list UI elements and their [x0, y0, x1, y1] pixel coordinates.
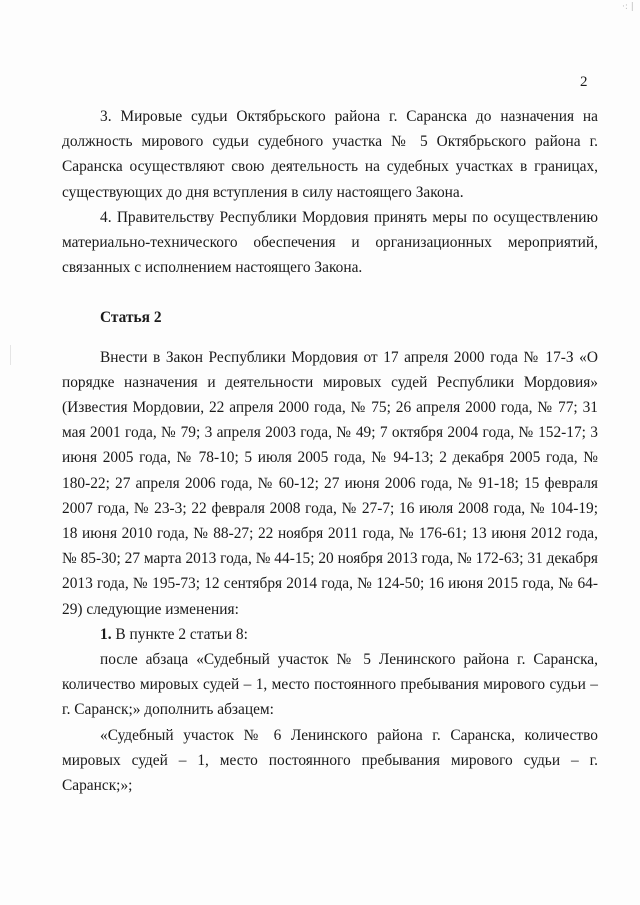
amendment-paragraph: после абзаца «Судебный участок № 5 Ленинского района г. Саранска, количество мировых судей – 1, место постоянного пребывания мирового судьи – г. Саранск;» дополнить абзацем: — [62, 651, 598, 719]
paragraph-item-4: 4. Правительству Республики Мордовия принять меры по осуществлению материально-технического обеспечения и организационных мероприятий, связанных с исполнением настоящего Закона. — [62, 208, 598, 277]
page-number: 2 — [580, 74, 588, 90]
list-item-1-text: В пункте 2 статьи 8: — [111, 625, 248, 643]
list-item-1-number: 1. — [100, 625, 112, 643]
scan-artifact: ·: | — [622, 2, 634, 12]
article-heading: Статья 2 — [100, 309, 162, 327]
paragraph-item-3: 3. Мировые судьи Октябрьского района г. Саранска до назначения на должность мирового судьи судебного участка № 5 Октябрьского района г. Саранска осуществляют свою деятельность на судебных участках в границах, существующих до дня вступления в силу настоящего Закона. — [62, 108, 598, 201]
margin-mark — [10, 345, 11, 365]
document-body — [62, 104, 598, 798]
amendment-quote: «Судебный участок № 6 Ленинского района г. Саранска, количество мировых судей – 1, место постоянного пребывания мирового судьи – г. Саранск;»; — [62, 726, 598, 795]
article-intro: Внести в Закон Республики Мордовия от 17 апреля 2000 года № 17-З «О порядке назначения и деятельности мировых судей Республики Мордовия» (Известия Мордовии, 22 апреля 2000 года, № 75; 26 апреля 2000 года, № 77; 31 мая 2001 года, № 79; 3 апреля 2003 года, № 49; 7 октября 2004 года, № 152-17; 3 июня 2005 года, № 78-10; 5 июля 2005 года, № 94-13; 2 декабря 2005 года, № 180-22; 27 апреля 2006 года, № 60-12; 27 июня 2006 года, № 91-18; 15 февраля 2007 года, № 23-3; 22 февраля 2008 года, № 27-7; 16 июля 2008 года, № 104-19; 18 июня 2010 года, № 88-27; 22 ноября 2011 года, № 176-61; 13 июня 2012 года, № 85-30; 27 марта 2013 года, № 44-15; 20 ноября 2013 года, № 172-63; 31 декабря 2013 года, № 195-73; 12 сентября 2014 года, № 124-50; 16 июня 2015 года, № 64-29) следующие изменения: — [62, 348, 598, 618]
list-item-1 — [62, 622, 598, 647]
